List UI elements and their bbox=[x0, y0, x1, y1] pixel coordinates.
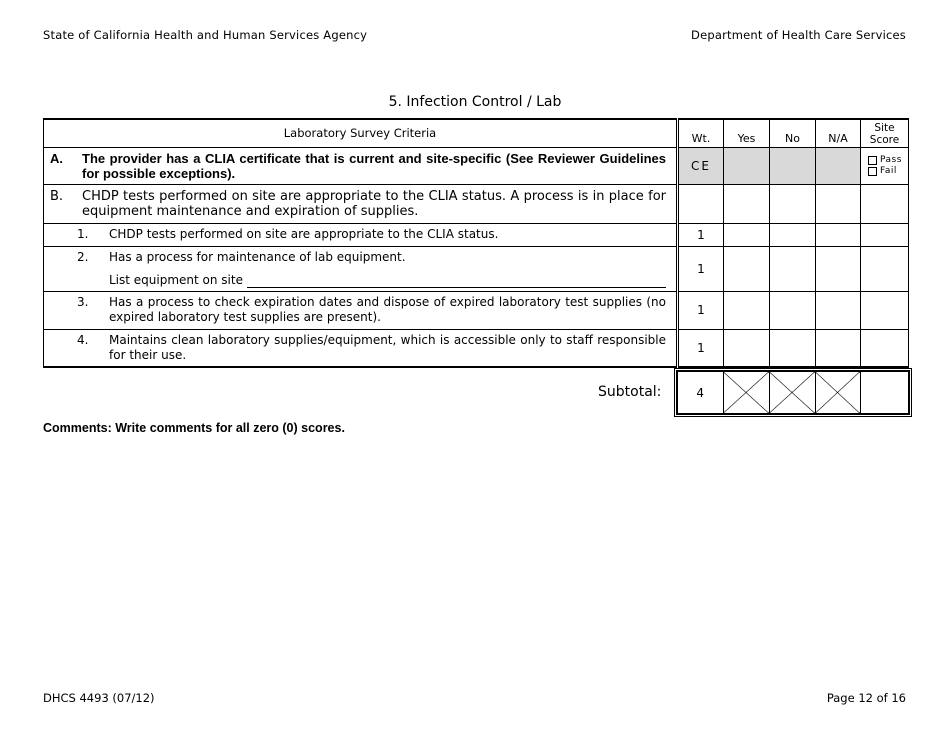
item-2-yes-cell[interactable] bbox=[724, 246, 770, 291]
subtotal-yes-crossed-cell bbox=[723, 371, 769, 414]
item-3-wt: 1 bbox=[678, 291, 724, 329]
footer-form-number: DHCS 4493 (07/12) bbox=[43, 691, 155, 705]
row-a-letter: A. bbox=[50, 150, 63, 166]
header-department: Department of Health Care Services bbox=[691, 28, 906, 42]
section-title: 5. Infection Control / Lab bbox=[388, 94, 562, 110]
item-3-na-cell[interactable] bbox=[816, 291, 861, 329]
row-a-site-score-cell bbox=[861, 147, 909, 184]
item-2-na-cell[interactable] bbox=[816, 246, 861, 291]
item-3-yes-cell[interactable] bbox=[724, 291, 770, 329]
item-2-text: Has a process for maintenance of lab equipment. bbox=[109, 249, 406, 264]
wt-column-header: Wt. bbox=[678, 119, 724, 147]
list-equipment-field[interactable] bbox=[247, 275, 666, 288]
site-score-label-line2: Score bbox=[869, 133, 900, 146]
item-4-wt: 1 bbox=[678, 329, 724, 367]
yes-column-header: Yes bbox=[724, 119, 770, 147]
item-3-number: 3. bbox=[77, 295, 89, 309]
list-equipment-label: List equipment on site bbox=[109, 272, 243, 287]
row-a-yes-cell bbox=[724, 147, 770, 184]
fail-label: Fail bbox=[880, 165, 897, 176]
row-a-na-cell bbox=[816, 147, 861, 184]
item-2-number: 2. bbox=[77, 249, 89, 264]
fail-option[interactable] bbox=[861, 166, 908, 177]
footer-page-number: Page 12 of 16 bbox=[826, 691, 906, 705]
table-row-b bbox=[44, 184, 909, 223]
item-4-number: 4. bbox=[77, 332, 89, 347]
table-header-row bbox=[44, 119, 909, 147]
header-agency: State of California Health and Human Services Agency bbox=[43, 28, 368, 42]
item-4-yes-cell[interactable] bbox=[724, 329, 770, 367]
subtotal-na-crossed-cell bbox=[815, 371, 860, 414]
row-a-text: The provider has a CLIA certificate that is current and site-specific (See Reviewer Guidelines for possible exceptions). bbox=[82, 150, 666, 181]
item-3-site-score-cell[interactable] bbox=[861, 291, 909, 329]
subtotal-site-score-cell[interactable] bbox=[860, 371, 909, 414]
row-a-no-cell bbox=[770, 147, 816, 184]
row-b-text: CHDP tests performed on site are appropriate to the CLIA status. A process is in place for equipment maintenance and expiration of supplies. bbox=[82, 188, 666, 219]
item-4-no-cell[interactable] bbox=[770, 329, 816, 367]
item-3-no-cell[interactable] bbox=[770, 291, 816, 329]
item-1-wt: 1 bbox=[678, 223, 724, 246]
subtotal-no-crossed-cell bbox=[769, 371, 815, 414]
row-b-site-score-cell[interactable] bbox=[861, 184, 909, 223]
row-b-wt-cell bbox=[678, 184, 724, 223]
table-row-item-3 bbox=[44, 291, 909, 329]
site-score-label-line1: Site bbox=[874, 121, 895, 134]
row-a-wt: CE bbox=[678, 147, 724, 184]
item-2-site-score-cell[interactable] bbox=[861, 246, 909, 291]
row-b-yes-cell[interactable] bbox=[724, 184, 770, 223]
item-4-na-cell[interactable] bbox=[816, 329, 861, 367]
subtotal-label: Subtotal: bbox=[598, 384, 662, 400]
item-4-site-score-cell[interactable] bbox=[861, 329, 909, 367]
table-row-item-2 bbox=[44, 246, 909, 291]
pass-option[interactable] bbox=[861, 155, 908, 166]
item-4-text: Maintains clean laboratory supplies/equipment, which is accessible only to staff responsible for their use. bbox=[109, 332, 666, 362]
subtotal-row bbox=[677, 371, 909, 414]
item-1-yes-cell[interactable] bbox=[724, 223, 770, 246]
criteria-table bbox=[43, 118, 909, 368]
fail-checkbox[interactable] bbox=[868, 167, 877, 176]
no-column-header: No bbox=[770, 119, 816, 147]
subtotal-value: 4 bbox=[677, 371, 723, 414]
pass-label: Pass bbox=[880, 154, 902, 165]
row-b-letter: B. bbox=[50, 188, 64, 204]
table-row-a bbox=[44, 147, 909, 184]
item-1-number: 1. bbox=[77, 227, 89, 241]
item-2-wt: 1 bbox=[678, 246, 724, 291]
item-1-text: CHDP tests performed on site are appropriate to the CLIA status. bbox=[109, 227, 499, 241]
pass-checkbox[interactable] bbox=[868, 156, 877, 165]
site-score-column-header bbox=[861, 119, 909, 147]
item-1-na-cell[interactable] bbox=[816, 223, 861, 246]
na-column-header: N/A bbox=[816, 119, 861, 147]
comments-instruction: Comments: Write comments for all zero (0) scores. bbox=[43, 421, 345, 435]
item-2-no-cell[interactable] bbox=[770, 246, 816, 291]
item-1-site-score-cell[interactable] bbox=[861, 223, 909, 246]
item-3-text: Has a process to check expiration dates and dispose of expired laboratory test supplies (no expired laboratory test supplies are present). bbox=[109, 295, 666, 324]
table-row-item-4 bbox=[44, 329, 909, 367]
criteria-column-header: Laboratory Survey Criteria bbox=[44, 119, 678, 147]
row-b-no-cell[interactable] bbox=[770, 184, 816, 223]
item-1-no-cell[interactable] bbox=[770, 223, 816, 246]
row-b-na-cell[interactable] bbox=[816, 184, 861, 223]
table-row-item-1 bbox=[44, 223, 909, 246]
subtotal-table bbox=[676, 370, 910, 415]
